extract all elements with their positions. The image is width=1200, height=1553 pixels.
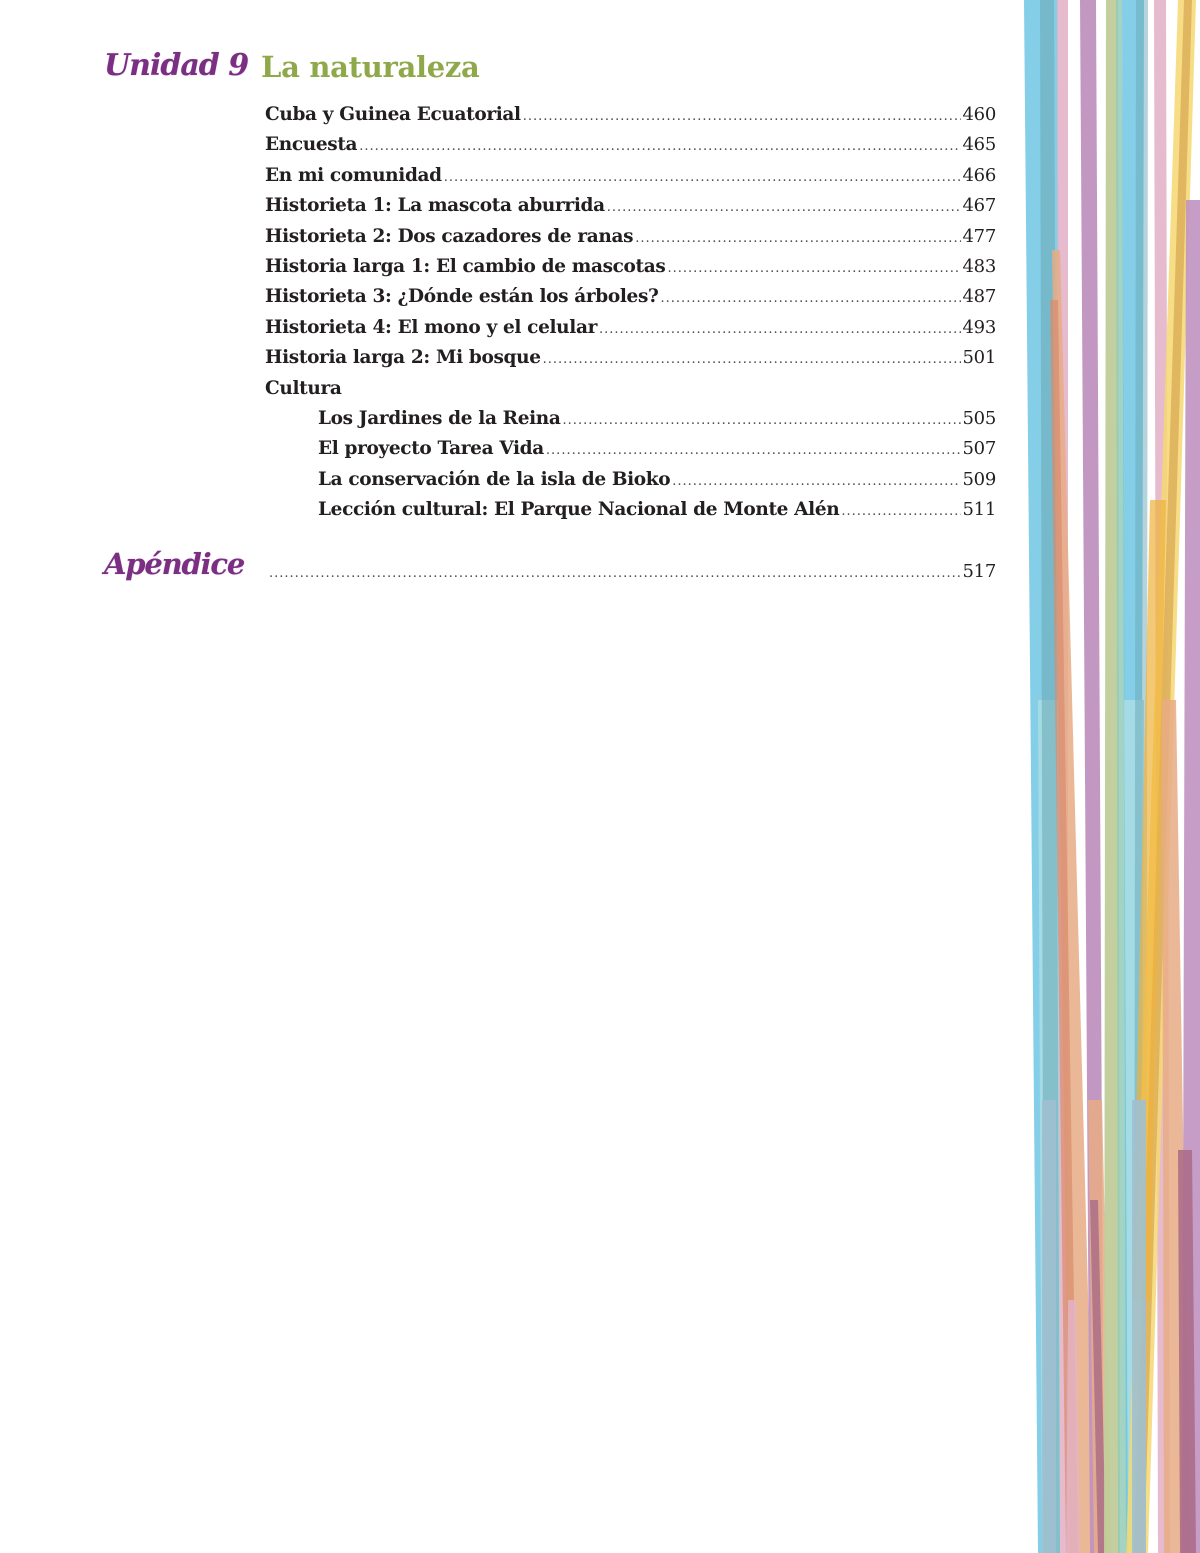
toc-entry-page: 509 <box>962 468 996 490</box>
toc-entry[interactable] <box>265 161 996 191</box>
dot-leader <box>444 163 961 193</box>
table-of-contents <box>265 100 996 525</box>
unit-heading <box>104 44 804 100</box>
dot-leader <box>635 224 960 254</box>
toc-entry[interactable] <box>265 282 996 312</box>
dot-leader <box>667 254 960 284</box>
toc-entry[interactable] <box>265 313 996 343</box>
culture-heading: Cultura <box>265 377 342 399</box>
toc-entry-label: Los Jardines de la Reina <box>318 407 561 429</box>
dot-leader <box>661 284 961 314</box>
toc-entry-label: Lección cultural: El Parque Nacional de Monte Alén <box>318 499 840 521</box>
toc-entry-label: Historieta 2: Dos cazadores de ranas <box>265 225 634 247</box>
toc-entry-label: Cuba y Guinea Ecuatorial <box>265 104 521 125</box>
toc-entry-page: 501 <box>962 347 996 369</box>
toc-entry-label: Historia larga 1: El cambio de mascotas <box>265 255 666 277</box>
toc-entry-label: Historieta 1: La mascota aburrida <box>265 195 605 217</box>
dot-leader <box>269 559 961 589</box>
toc-entry-label: Historieta 3: ¿Dónde están los árboles? <box>265 286 659 308</box>
appendix-page: 517 <box>962 561 996 582</box>
unit-label: Unidad 9 <box>104 48 249 83</box>
toc-entry-page: 467 <box>962 195 996 217</box>
toc-entry[interactable] <box>265 252 996 282</box>
dot-leader <box>359 132 960 162</box>
dot-leader <box>546 436 961 466</box>
toc-entry-page: 460 <box>962 104 996 125</box>
toc-entry-page: 466 <box>962 164 996 186</box>
toc-entry[interactable] <box>265 222 996 252</box>
toc-subentry[interactable] <box>265 404 996 434</box>
toc-entry[interactable] <box>265 343 996 373</box>
toc-entry-label: Historieta 4: El mono y el celular <box>265 316 597 338</box>
toc-entry-label: En mi comunidad <box>265 164 442 186</box>
toc-entry-page: 511 <box>962 499 996 521</box>
dot-leader <box>841 497 960 527</box>
toc-entry[interactable] <box>265 130 996 160</box>
culture-heading-row <box>265 374 996 404</box>
toc-entry[interactable] <box>265 191 996 221</box>
toc-entry-label: El proyecto Tarea Vida <box>318 438 544 460</box>
dot-leader <box>599 315 961 345</box>
toc-subentry[interactable] <box>265 465 996 495</box>
toc-entry-page: 505 <box>962 407 996 429</box>
toc-entry-label: Encuesta <box>265 134 358 156</box>
appendix-section <box>104 545 996 593</box>
toc-entry[interactable] <box>265 100 996 130</box>
appendix-entry[interactable] <box>267 557 996 587</box>
toc-entry-page: 477 <box>962 225 996 247</box>
toc-subentry[interactable] <box>265 434 996 464</box>
toc-subentry[interactable] <box>265 495 996 525</box>
decorative-stripes <box>1020 0 1200 1553</box>
dot-leader <box>563 406 961 436</box>
dot-leader <box>672 467 960 497</box>
dot-leader <box>543 345 961 375</box>
toc-entry-page: 493 <box>962 316 996 338</box>
toc-entry-page: 507 <box>962 438 996 460</box>
toc-entry-page: 487 <box>962 286 996 308</box>
toc-entry-page: 483 <box>962 255 996 277</box>
toc-entry-page: 465 <box>962 134 996 156</box>
appendix-label: Apéndice <box>104 547 245 581</box>
toc-entry-label: La conservación de la isla de Bioko <box>318 468 671 490</box>
dot-leader <box>523 102 961 132</box>
unit-title: La naturaleza <box>261 50 480 84</box>
dot-leader <box>607 193 961 223</box>
toc-entry-label: Historia larga 2: Mi bosque <box>265 347 541 369</box>
